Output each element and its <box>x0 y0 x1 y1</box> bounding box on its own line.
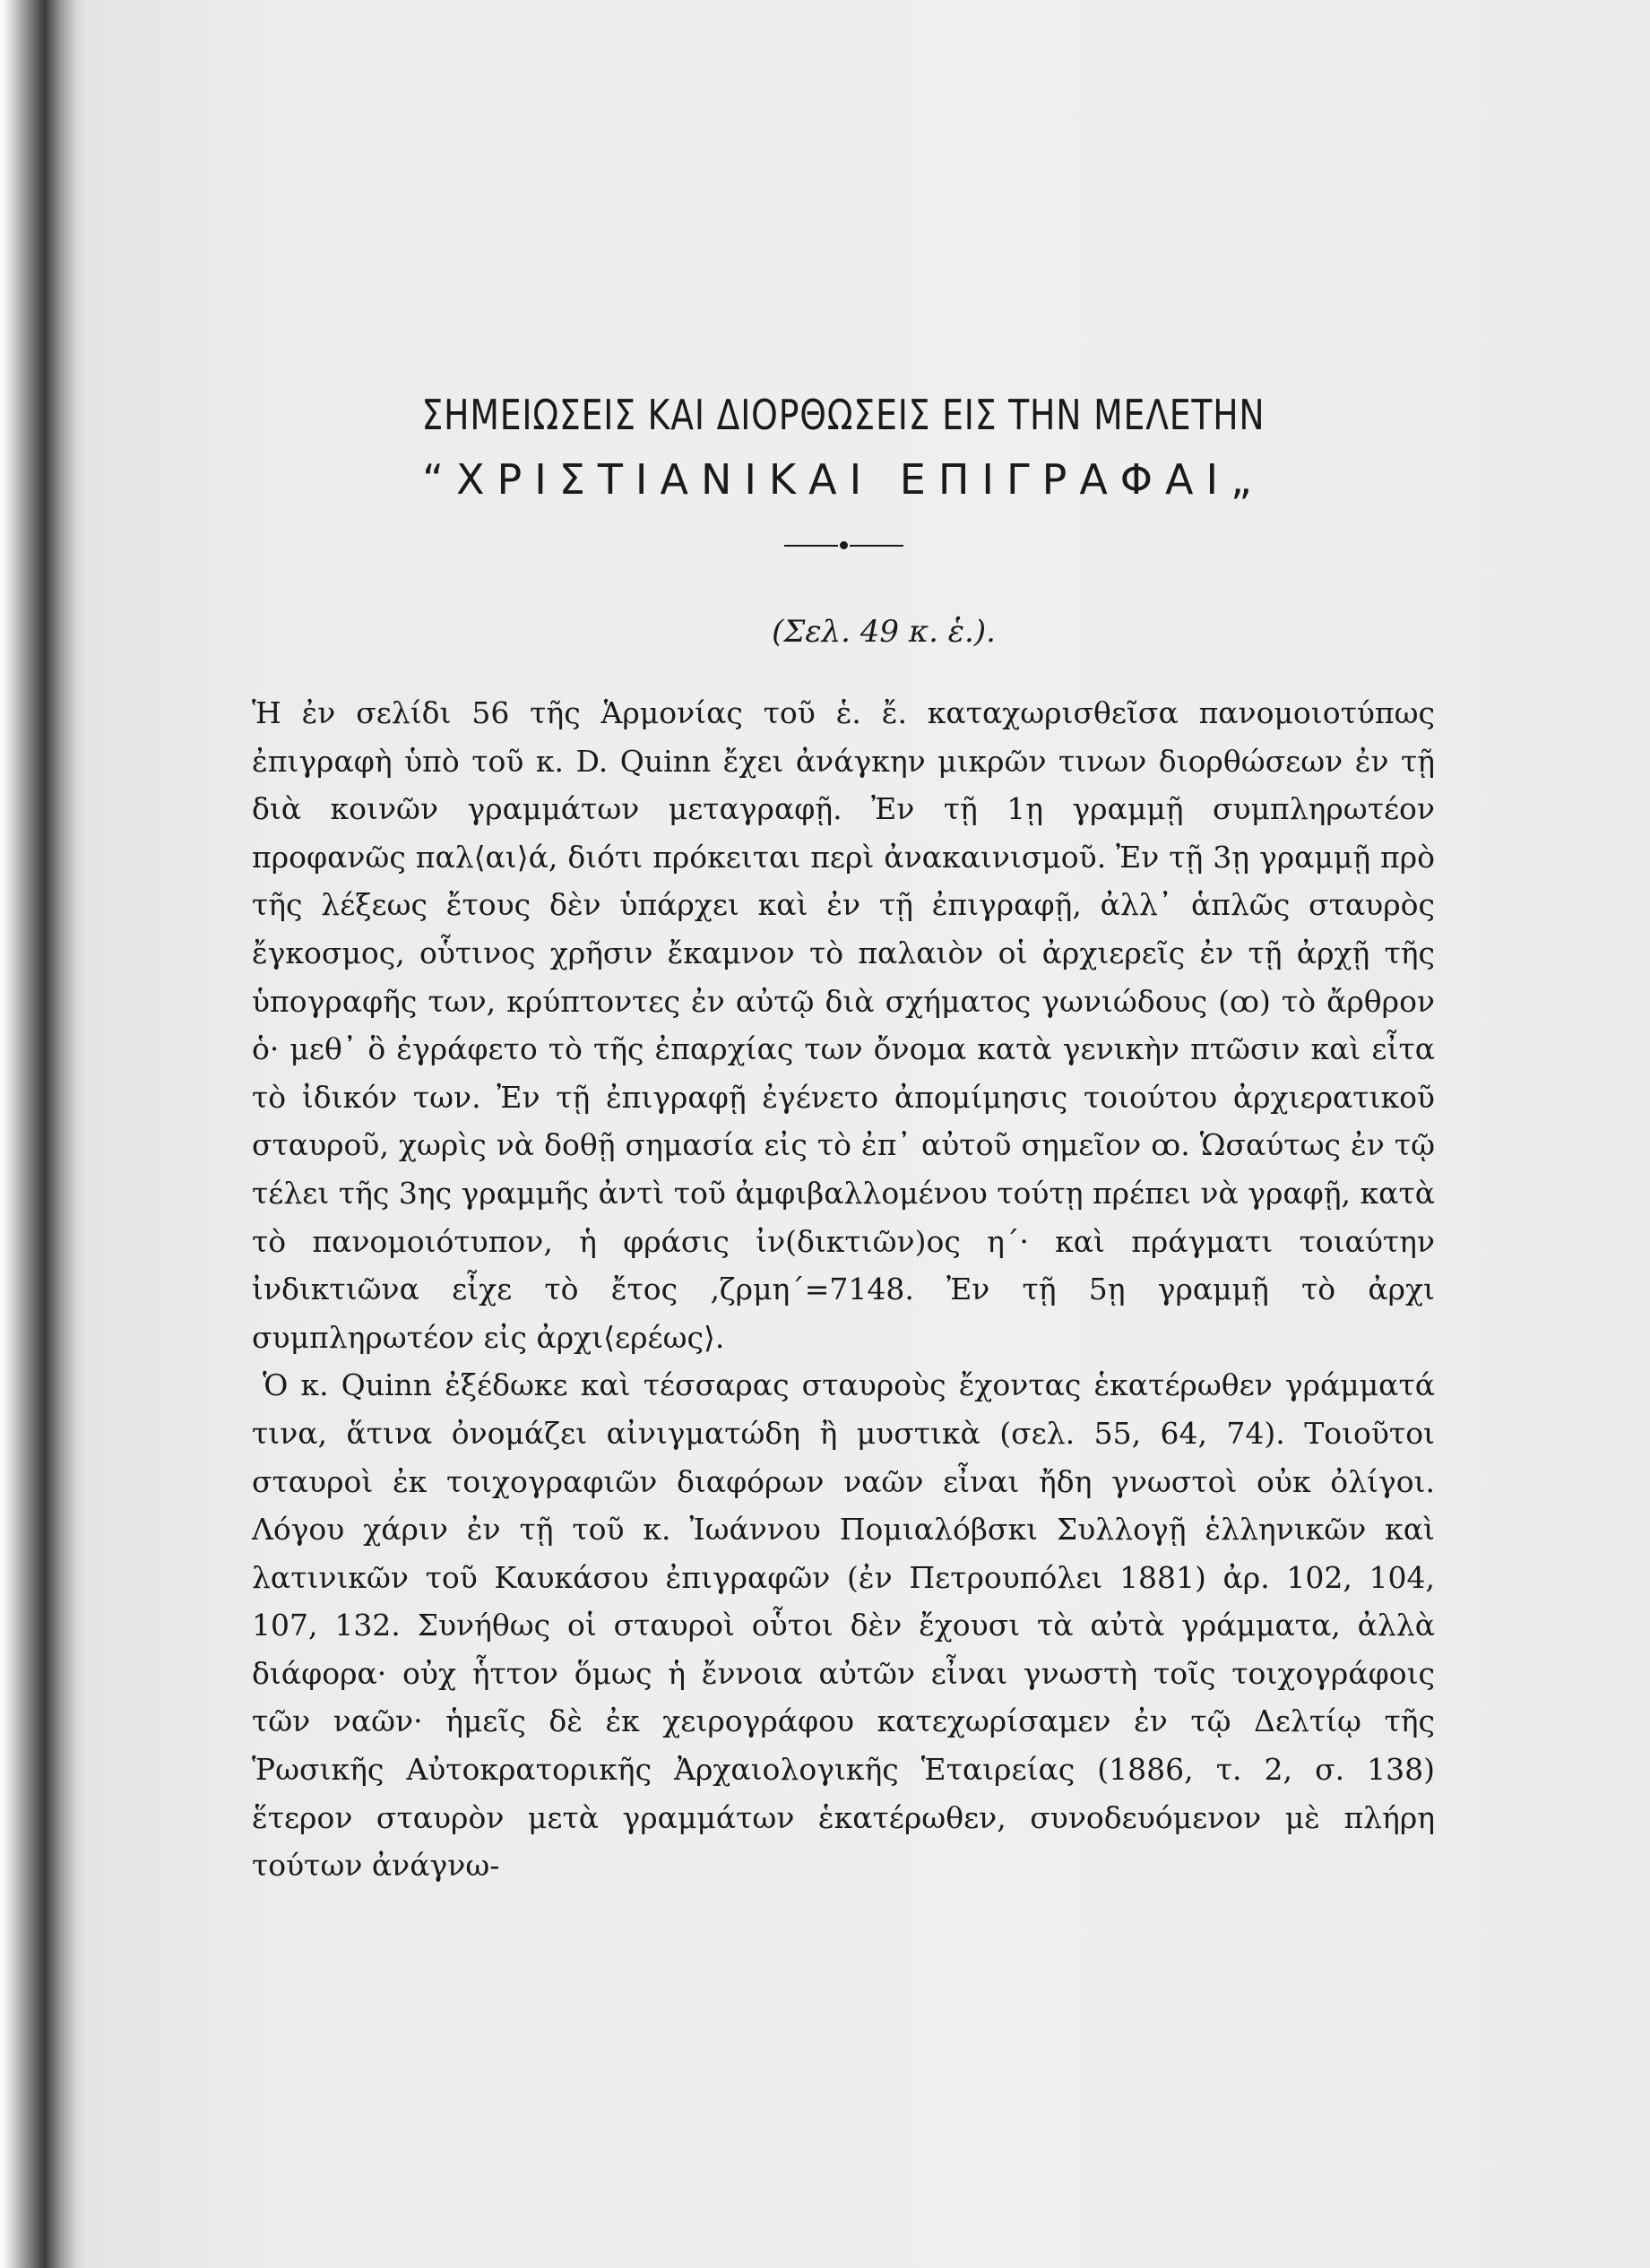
body-paragraph-1: Ἡ ἐν σελίδι 56 τῆς Ἁρμονίας τοῦ ἑ. ἔ. καταχωρισθεῖσα πανομοιοτύπως ἐπιγραφὴ ὑπὸ τοῦ κ. D. Quinn ἔχει ἀνάγκην μικρῶν τινων διορθώσεων ἐν τῇ διὰ κοινῶν γραμμάτων μεταγραφῇ. Ἐν τῇ 1ῃ γραμμῇ συμπληρωτέον προφανῶς παλ⟨αι⟩ά, διότι πρόκειται περὶ ἀνακαινισμοῦ. Ἐν τῇ 3ῃ γραμμῇ πρὸ τῆς λέξεως ἔτους δὲν ὑπάρχει καὶ ἐν τῇ ἐπιγραφῇ, ἀλλ᾽ ἁπλῶς σταυρὸς ἔγκοσμος, οὗτινος χρῆσιν ἔκαμνον τὸ παλαιὸν οἱ ἀρχιερεῖς ἐν τῇ ἀρχῇ τῆς ὑπογραφῆς των, κρύπτοντες ἐν αὐτῷ διὰ σχήματος γωνιώδους (ꝏ) τὸ ἄρθρον ὁ· μεθ᾽ ὃ ἐγράφετο τὸ τῆς ἐπαρχίας των ὄνομα κατὰ γενικὴν πτῶσιν καὶ εἶτα τὸ ἰδικόν των. Ἐν τῇ ἐπιγραφῇ ἐγένετο ἀπομίμησις τοιούτου ἀρχιερατικοῦ σταυροῦ, χωρὶς νὰ δοθῇ σημασία εἰς τὸ ἐπ᾽ αὐτοῦ σημεῖον ꝏ. Ὡσαύτως ἐν τῷ τέλει τῆς 3ης γραμμῆς ἀντὶ τοῦ ἀμφιβαλλομένου τούτῃ πρέπει νὰ γραφῇ, κατὰ τὸ πανομοιότυπον, ἡ φράσις ἰν(δικτιῶν)ος η΄· καὶ πράγματι τοιαύτην ἰνδικτιῶνα εἶχε τὸ ἔτος ‚ζρμη΄=7148. Ἐν τῇ 5ῃ γραμμῇ τὸ ἀρχι συμπληρωτέον εἰς ἀρχι⟨ερέως⟩. <box>252 695 1435 1355</box>
divider-line-left <box>784 545 838 547</box>
divider-line-right <box>850 545 903 547</box>
page-title-line-1: ΣΗΜΕΙΩΣΕΙΣ ΚΑΙ ΔΙΟΡΘΩΣΕΙΣ ΕΙΣ ΤΗΝ ΜΕΛΕΤΗΝ <box>421 391 1266 439</box>
body-paragraph-2: Ὁ κ. Quinn ἐξέδωκε καὶ τέσσαρας σταυροὺς ἔχοντας ἑκατέρωθεν γράμματά τινα, ἅτινα ὀνομάζει αἰνιγματώδη ἢ μυστικὰ (σελ. 55, 64, 74). Τοιοῦτοι σταυροὶ ἐκ τοιχογραφιῶν διαφόρων ναῶν εἶναι ἤδη γνωστοὶ οὐκ ὀλίγοι. Λόγου χάριν ἐν τῇ τοῦ κ. Ἰωάννου Πομιαλόβσκι Συλλογῇ ἑλληνικῶν καὶ λατινικῶν τοῦ Καυκάσου ἐπιγραφῶν (ἐν Πετρουπόλει 1881) ἀρ. 102, 104, 107, 132. Συνήθως οἱ σταυροὶ οὗτοι δὲν ἔχουσι τὰ αὐτὰ γράμματα, ἀλλὰ διάφορα· οὐχ ἧττον ὅμως ἡ ἔννοια αὐτῶν εἶναι γνωστὴ τοῖς τοιχογράφοις τῶν ναῶν· ἡμεῖς δὲ ἐκ χειρογράφου κατεχωρίσαμεν ἐν τῷ Δελτίῳ τῆς Ῥωσικῆς Αὐτοκρατορικῆς Ἀρχαιολογικῆς Ἑταιρείας (1886, τ. 2, σ. 138) ἕτερον σταυρὸν μετὰ γραμμάτων ἑκατέρωθεν, συνοδευόμενον μὲ πλήρη τούτων ἀνάγνω- <box>252 1367 1435 1884</box>
page-reference: (Σελ. 49 κ. ἑ.). <box>772 614 996 650</box>
book-binding-shadow <box>0 0 90 2268</box>
ornamental-divider <box>252 541 1435 549</box>
page-title-line-2: “ΧΡΙΣΤΙΑΝΙΚΑΙ ΕΠΙΓΡΑΦΑΙ„ <box>422 455 1265 504</box>
page-content <box>252 358 1435 1890</box>
book-page <box>86 0 1650 2268</box>
divider-dot <box>840 541 848 549</box>
